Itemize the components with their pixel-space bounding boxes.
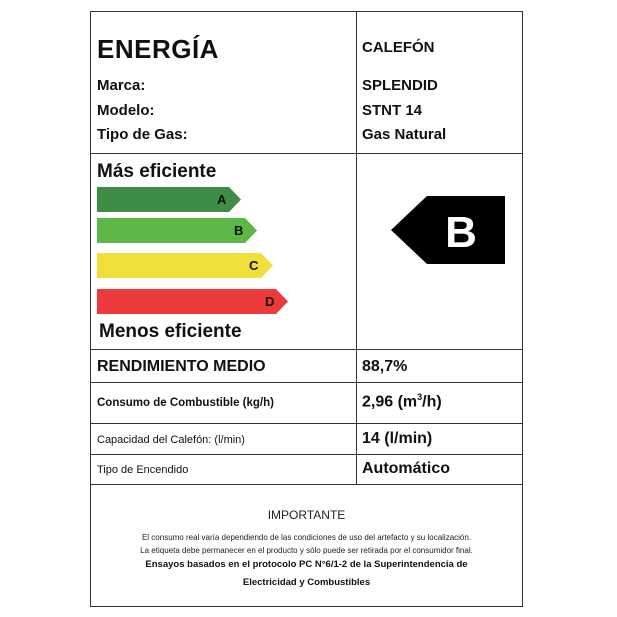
least-efficient-label: Menos eficiente [99, 321, 242, 342]
brand-label: Marca: [97, 77, 146, 94]
divider-spec-2 [91, 423, 522, 424]
class-bar-b [97, 218, 257, 243]
brand-value: SPLENDID [362, 77, 438, 94]
notice-title: IMPORTANTE [267, 508, 346, 522]
class-bar-c-shape [97, 253, 273, 278]
consumption-value-unit: /h) [422, 393, 442, 411]
notice-line-3: Ensayos basados en el protocolo PC N°6/1-2 de la Superintendencia de [145, 559, 468, 570]
class-bar-d [97, 289, 288, 314]
rating-letter: B [445, 208, 477, 257]
divider-specs-end [91, 484, 522, 485]
class-letter-a: A [217, 192, 227, 207]
gas-type-label: Tipo de Gas: [97, 126, 188, 143]
spec-label-performance: RENDIMIENTO MEDIO [97, 358, 266, 375]
notice-line-1: El consumo real varía dependiendo de las condiciones de uso del artefacto y su localización. [141, 533, 472, 542]
spec-value-performance: 88,7% [362, 358, 408, 375]
rating-arrow [391, 196, 505, 269]
class-bar-b-shape [97, 218, 257, 243]
gas-type-value: Gas Natural [362, 126, 447, 143]
divider-scale [91, 349, 522, 350]
class-bar-d-shape [97, 289, 288, 314]
spec-value-consumption [362, 392, 442, 411]
divider-spec-1 [91, 382, 522, 383]
rating-arrow-shape [391, 196, 505, 264]
spec-label-capacity: Capacidad del Calefón: (l/min) [97, 434, 245, 446]
divider-header [91, 153, 522, 154]
consumption-value-main: 2,96 (m [362, 393, 418, 411]
column-divider [356, 12, 357, 484]
energy-label [90, 11, 523, 607]
model-value: STNT 14 [362, 102, 423, 119]
notice-line-2: La etiqueta debe permanecer en el producto y sólo puede ser retirada por el consumidor final. [140, 546, 473, 555]
spec-label-ignition: Tipo de Encendido [97, 464, 189, 476]
model-label: Modelo: [97, 102, 155, 119]
most-efficient-label: Más eficiente [97, 161, 217, 182]
class-bar-a [97, 187, 242, 212]
divider-spec-3 [91, 454, 522, 455]
class-letter-b: B [234, 223, 244, 238]
spec-value-ignition: Automático [362, 460, 450, 477]
class-letter-c: C [249, 258, 259, 273]
product-type: CALEFÓN [362, 39, 435, 56]
notice-line-4: Electricidad y Combustibles [242, 577, 371, 588]
class-bar-c [97, 253, 273, 278]
class-letter-d: D [265, 294, 275, 309]
spec-label-consumption: Consumo de Combustible (kg/h) [97, 397, 274, 409]
label-title: ENERGÍA [97, 34, 219, 64]
consumption-value-exponent: 3 [417, 392, 423, 402]
spec-value-capacity: 14 (l/min) [362, 430, 433, 447]
